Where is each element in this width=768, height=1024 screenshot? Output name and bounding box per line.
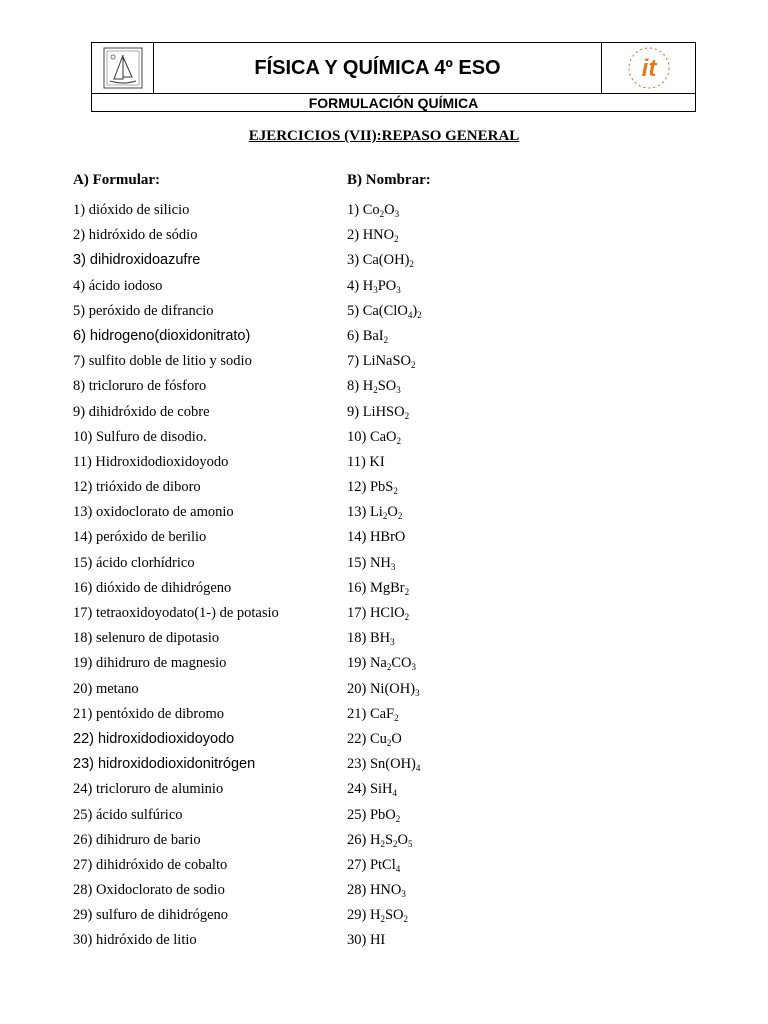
document-header	[91, 42, 696, 112]
formulate-item: 21) pentóxido de dibromo	[73, 705, 225, 722]
name-item: 12) PbS$_2$	[347, 479, 398, 497]
school-crest-icon	[92, 43, 154, 93]
formulate-item: 17) tetraoxidoyodato(1-) de potasio	[73, 605, 279, 621]
name-item: 7) LiNaSO$_2$	[347, 353, 416, 371]
name-item: 17) HClO$_2$	[347, 605, 410, 622]
name-item: 28) $HNO_3$	[347, 882, 406, 900]
formulate-item: 27) dihidróxido de cobalto	[73, 856, 228, 873]
name-item: 14) HBrO	[347, 529, 406, 546]
name-item: 11) KI	[347, 453, 385, 470]
page-title: FÍSICA Y QUÍMICA 4º ESO	[254, 56, 501, 79]
name-item: 26) $H_2S_2O_5$	[347, 831, 413, 849]
name-item: 29) $H_2SO_2$	[347, 907, 408, 925]
formulate-item: 18) selenuro de dipotasio	[73, 630, 220, 647]
name-item: 4) $H_3PO_3$	[347, 277, 401, 295]
formulate-item: 7) sulfito doble de litio y sodio	[73, 353, 252, 370]
formulate-item: 4) ácido iodoso	[73, 277, 163, 294]
formulate-item: 2) hidróxido de sódio	[73, 227, 198, 244]
name-item: 3) $Ca(OH)_2$	[347, 252, 414, 270]
formulate-item: 28) Oxidoclorato de sodio	[73, 882, 225, 899]
name-item: 5) $Ca(ClO_4)_2$	[347, 302, 422, 320]
page-subtitle: FORMULACIÓN QUÍMICA	[92, 93, 695, 112]
name-item: 27) PtCl$_4$	[347, 856, 401, 874]
name-item: 22) $Cu_2O$	[347, 730, 402, 748]
formulate-item: 14) peróxido de berilio	[73, 529, 207, 546]
formulate-item: 19) dihidruro de magnesio	[73, 655, 227, 672]
name-list	[347, 199, 422, 955]
name-item: 15) $NH_3$	[347, 554, 396, 572]
formulate-item: 5) peróxido de difrancio	[73, 302, 214, 319]
name-item: 19) $Na_2CO_3$	[347, 655, 417, 673]
formulate-item: 16) dióxido de dihidrógeno	[73, 579, 232, 596]
section-a-heading: A) Formular:	[73, 172, 161, 188]
name-item: 1) $Co_2O_3$	[347, 202, 400, 219]
formulate-item: 11) Hidroxidodioxidoyodo	[73, 453, 229, 470]
name-item: 8) $H_2SO_3$	[347, 378, 401, 396]
formulate-item: 10) Sulfuro de disodio.	[73, 428, 207, 445]
it-logo-text: it	[641, 55, 657, 82]
formulate-item: 29) sulfuro de dihidrógeno	[73, 907, 229, 924]
name-item: 24) SiH$_4$	[347, 781, 398, 799]
name-item: 2) $HNO_2$	[347, 227, 399, 245]
logo-left-cell	[92, 43, 154, 93]
formulate-item: 23) hidroxidodioxidonitrógen	[73, 756, 256, 773]
name-item: 23) $Sn(OH)_4$	[347, 756, 421, 774]
name-item: 10) CaO$_2$	[347, 428, 402, 446]
formulate-item: 15) ácido clorhídrico	[73, 554, 195, 571]
logo-right-cell	[601, 43, 695, 93]
formulate-item: 12) trióxido de diboro	[73, 479, 201, 496]
formulate-item: 30) hidróxido de litio	[73, 932, 197, 949]
formulate-item: 25) ácido sulfúrico	[73, 806, 183, 823]
formulate-item: 6) hidrogeno(dioxidonitrato)	[73, 327, 251, 344]
name-item: 13) $Li_2O_2$	[347, 504, 403, 522]
name-item: 9) LiHSO$_2$	[347, 403, 410, 421]
name-item: 25) PbO$_2$	[347, 806, 401, 824]
name-item: 20) $Ni(OH)_3$	[347, 680, 420, 698]
formulate-item: 26) dihidruro de bario	[73, 831, 201, 848]
name-item: 30) HI	[347, 932, 386, 949]
section-b-heading: B) Nombrar:	[347, 172, 431, 188]
formulate-item: 20) metano	[73, 680, 139, 697]
formulate-item: 24) tricloruro de aluminio	[73, 781, 224, 798]
formulate-list	[73, 199, 279, 955]
name-item: 21) CaF$_2$	[347, 705, 399, 723]
exercise-heading: EJERCICIOS (VII):REPASO GENERAL	[248, 128, 520, 144]
formulate-item: 13) oxidoclorato de amonio	[73, 504, 234, 521]
name-item: 18) $BH_3$	[347, 630, 395, 648]
name-item: 16) MgBr$_2$	[347, 579, 410, 597]
formulate-item: 22) hidroxidodioxidoyodo	[73, 730, 235, 747]
name-item: 6) BaI$_2$	[347, 327, 389, 345]
formulate-item: 9) dihidróxido de cobre	[73, 403, 210, 420]
formulate-item: 1) dióxido de silicio	[73, 202, 190, 218]
formulate-item: 8) tricloruro de fósforo	[73, 378, 207, 395]
it-logo-icon	[602, 43, 696, 93]
formulate-item: 3) dihidroxidoazufre	[73, 252, 201, 269]
